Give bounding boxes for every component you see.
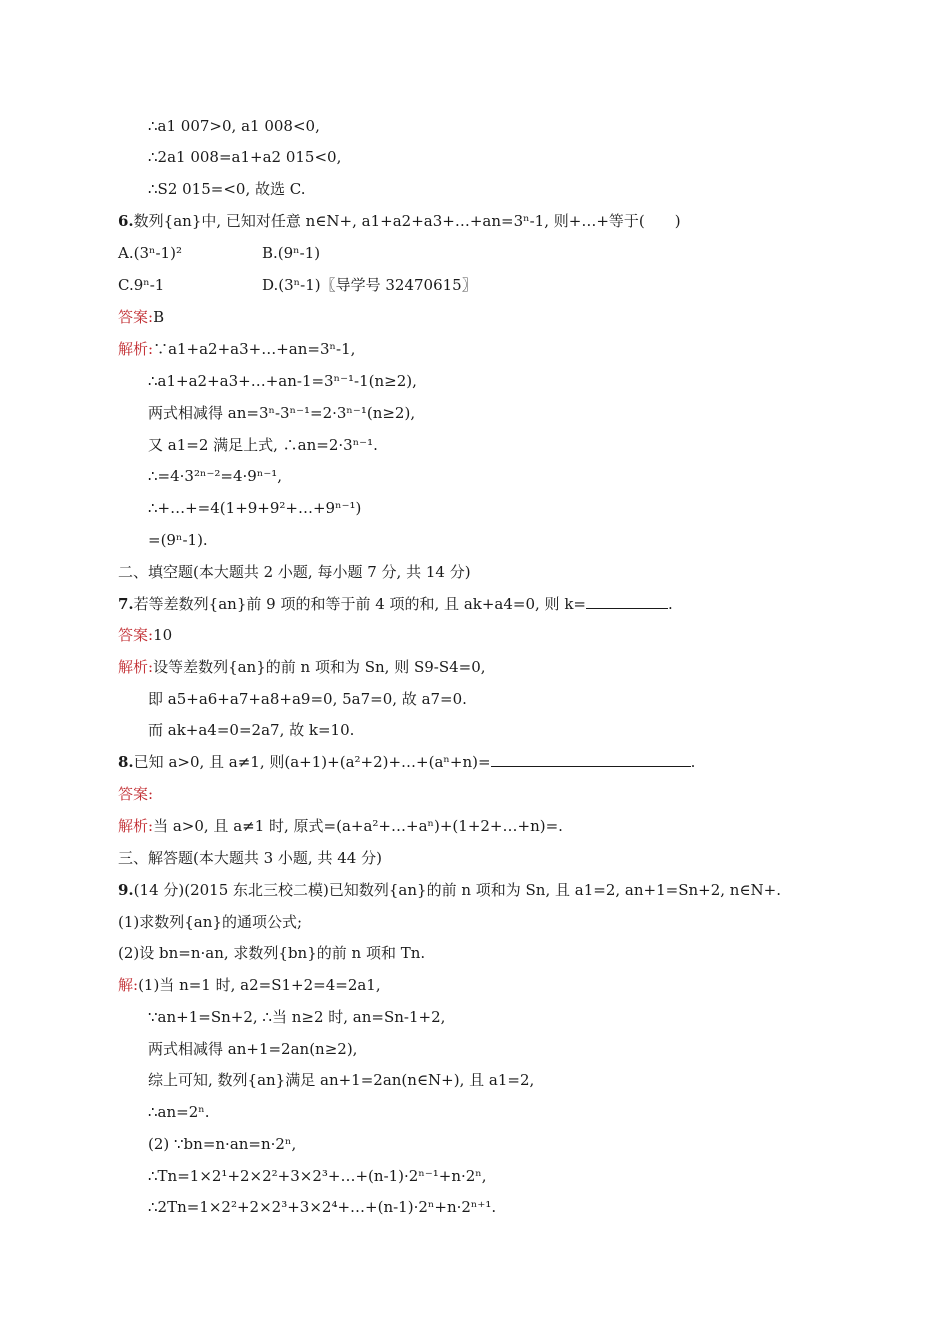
- answer-blank: [586, 594, 668, 609]
- analysis-text: 当 a>0, 且 a≠1 时, 原式=(a+a²+…+aⁿ)+(1+2+…+n)=.: [153, 817, 563, 835]
- question-7: [118, 594, 673, 614]
- option-a: A.(3ⁿ-1)²: [118, 244, 182, 262]
- question-stem-tail: .: [690, 753, 696, 771]
- question-8: [118, 752, 695, 772]
- solution-label: 解:: [118, 976, 139, 994]
- analysis-row: [118, 657, 486, 677]
- answer-row: [118, 784, 153, 804]
- analysis-line: =(9ⁿ-1).: [148, 531, 208, 549]
- analysis-text: ∵a1+a2+a3+…+an=3ⁿ-1,: [153, 340, 356, 358]
- solution-line: (2) ∵bn=n·an=n·2ⁿ,: [148, 1135, 297, 1153]
- option-d: D.(3ⁿ-1)〖导学号 32470615〗: [262, 276, 477, 294]
- section-heading: 二、填空题(本大题共 2 小题, 每小题 7 分, 共 14 分): [118, 563, 471, 581]
- question-stem: 若等差数列{an}前 9 项的和等于前 4 项的和, 且 ak+a4=0, 则 k=: [133, 595, 586, 613]
- answer-row: [118, 307, 164, 327]
- answer-label: 答案:: [118, 308, 154, 326]
- question-number: 7.: [118, 595, 134, 613]
- analysis-line: 又 a1=2 满足上式, ∴an=2·3ⁿ⁻¹.: [148, 436, 378, 454]
- solution-line: ∴S2 015=<0, 故选 C.: [148, 180, 306, 198]
- analysis-label: 解析:: [118, 658, 154, 676]
- answer-row: [118, 625, 172, 645]
- solution-text: (1)当 n=1 时, a2=S1+2=4=2a1,: [138, 976, 381, 994]
- question-number: 8.: [118, 753, 134, 771]
- solution-line: ∴2a1 008=a1+a2 015<0,: [148, 148, 342, 166]
- section-heading: 三、解答题(本大题共 3 小题, 共 44 分): [118, 849, 382, 867]
- question-6: [118, 211, 681, 231]
- answer-label: 答案:: [118, 626, 154, 644]
- analysis-line: ∴=4·3²ⁿ⁻²=4·9ⁿ⁻¹,: [148, 467, 283, 485]
- question-number: 9.: [118, 881, 134, 899]
- solution-line: ∵an+1=Sn+2, ∴当 n≥2 时, an=Sn-1+2,: [148, 1008, 446, 1026]
- analysis-label: 解析:: [118, 817, 154, 835]
- analysis-line: ∴+…+=4(1+9+9²+…+9ⁿ⁻¹): [148, 499, 362, 517]
- analysis-line: 两式相减得 an=3ⁿ-3ⁿ⁻¹=2·3ⁿ⁻¹(n≥2),: [148, 404, 416, 422]
- answer-label: 答案:: [118, 785, 154, 803]
- question-stem: 数列{an}中, 已知对任意 n∈N+, a1+a2+a3+…+an=3ⁿ-1, 则+…+等于( ): [133, 212, 681, 230]
- analysis-label: 解析:: [118, 340, 154, 358]
- analysis-row: [118, 816, 563, 836]
- solution-line: 综上可知, 数列{an}满足 an+1=2an(n∈N+), 且 a1=2,: [148, 1071, 535, 1089]
- question-stem: 已知 a>0, 且 a≠1, 则(a+1)+(a²+2)+…+(aⁿ+n)=: [133, 753, 491, 771]
- question-part: (2)设 bn=n·an, 求数列{bn}的前 n 项和 Tn.: [118, 944, 426, 962]
- answer-blank: [491, 752, 691, 767]
- question-number: 6.: [118, 212, 134, 230]
- analysis-line: 即 a5+a6+a7+a8+a9=0, 5a7=0, 故 a7=0.: [148, 690, 467, 708]
- analysis-line: 而 ak+a4=0=2a7, 故 k=10.: [148, 721, 355, 739]
- solution-line: ∴Tn=1×2¹+2×2²+3×2³+…+(n-1)·2ⁿ⁻¹+n·2ⁿ,: [148, 1167, 487, 1185]
- question-9: [118, 880, 781, 900]
- answer-value: 10: [153, 626, 173, 644]
- question-part: (1)求数列{an}的通项公式;: [118, 913, 302, 931]
- analysis-line: ∴a1+a2+a3+…+an-1=3ⁿ⁻¹-1(n≥2),: [148, 372, 417, 390]
- solution-line: ∴an=2ⁿ.: [148, 1103, 210, 1121]
- analysis-row: [118, 339, 355, 359]
- solution-line: ∴2Tn=1×2²+2×2³+3×2⁴+…+(n-1)·2ⁿ+n·2ⁿ⁺¹.: [148, 1198, 497, 1216]
- question-stem-tail: .: [668, 595, 673, 613]
- solution-line: 两式相减得 an+1=2an(n≥2),: [148, 1040, 358, 1058]
- option-c: C.9ⁿ-1: [118, 276, 165, 294]
- solution-row: [118, 975, 381, 995]
- option-b: B.(9ⁿ-1): [262, 244, 321, 262]
- analysis-text: 设等差数列{an}的前 n 项和为 Sn, 则 S9-S4=0,: [153, 658, 486, 676]
- answer-value: B: [153, 308, 165, 326]
- solution-line: ∴a1 007>0, a1 008<0,: [148, 117, 320, 135]
- question-stem: (14 分)(2015 东北三校二模)已知数列{an}的前 n 项和为 Sn, 且 a1=2, an+1=Sn+2, n∈N+.: [133, 881, 782, 899]
